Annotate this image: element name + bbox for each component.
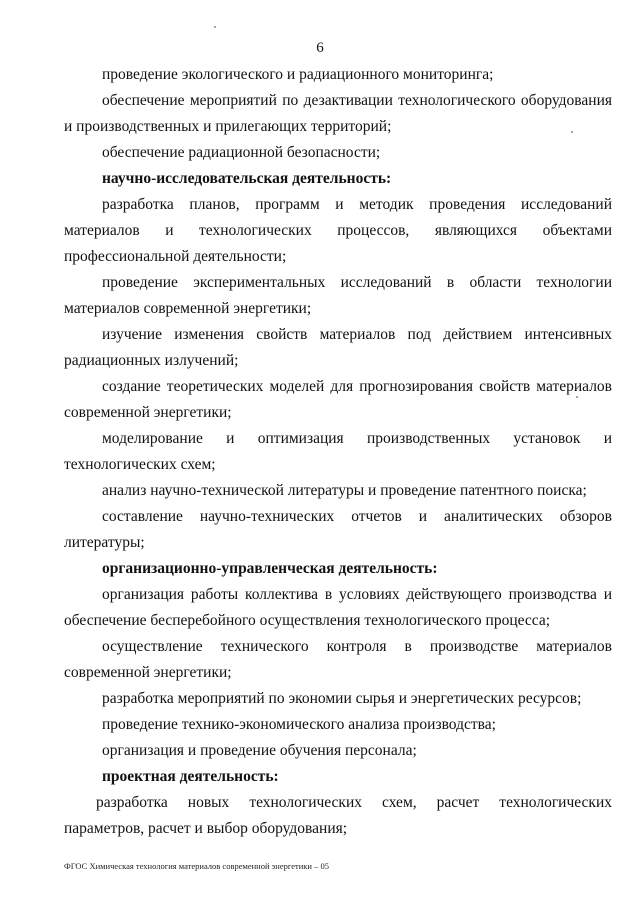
- paragraph: обеспечение радиационной безопасности;: [102, 144, 381, 161]
- paragraph: разработка планов, программ и методик проведения исследований материалов и технологических процессов, являющихся объектами профессиональной деятельности;: [64, 196, 612, 265]
- paragraph: анализ научно-технической литературы и проведение патентного поиска;: [102, 482, 587, 499]
- paragraph: проведение экспериментальных исследований в области технологии материалов современной энергетики;: [64, 274, 612, 317]
- paragraph: осуществление технического контроля в производстве материалов современной энергетики;: [64, 638, 612, 681]
- paragraph: организация работы коллектива в условиях действующего производства и обеспечение бесперебойного осуществления технологического процесса;: [64, 586, 612, 629]
- page-number: 6: [316, 40, 324, 56]
- paragraph: моделирование и оптимизация производственных установок и технологических схем;: [64, 430, 612, 473]
- paragraph: создание теоретических моделей для прогнозирования свойств материалов современной энергетики;: [64, 378, 612, 421]
- scan-speck: [576, 396, 578, 398]
- paragraph: составление научно-технических отчетов и аналитических обзоров литературы;: [64, 508, 612, 551]
- paragraph: обеспечение мероприятий по дезактивации технологического оборудования и производственных и прилегающих территорий;: [64, 92, 612, 135]
- section-heading: организационно-управленческая деятельность:: [102, 560, 438, 577]
- section-heading: научно-исследовательская деятельность:: [102, 170, 392, 187]
- paragraph: разработка новых технологических схем, расчет технологических параметров, расчет и выбор оборудования;: [64, 794, 612, 837]
- paragraph: проведение экологического и радиационного мониторинга;: [102, 66, 494, 83]
- section-heading: проектная деятельность:: [102, 768, 279, 785]
- scan-speck: [571, 131, 573, 133]
- paragraph: проведение технико-экономического анализа производства;: [102, 716, 496, 733]
- page-body: [64, 62, 612, 842]
- paragraph: организация и проведение обучения персонала;: [102, 742, 417, 759]
- paragraph: изучение изменения свойств материалов под действием интенсивных радиационных излучений;: [64, 326, 612, 369]
- scan-speck: [214, 26, 216, 28]
- page-footer: ФГОС Химическая технология материалов современной энергетики – 05: [64, 861, 329, 871]
- paragraph: разработка мероприятий по экономии сырья и энергетических ресурсов;: [102, 690, 582, 707]
